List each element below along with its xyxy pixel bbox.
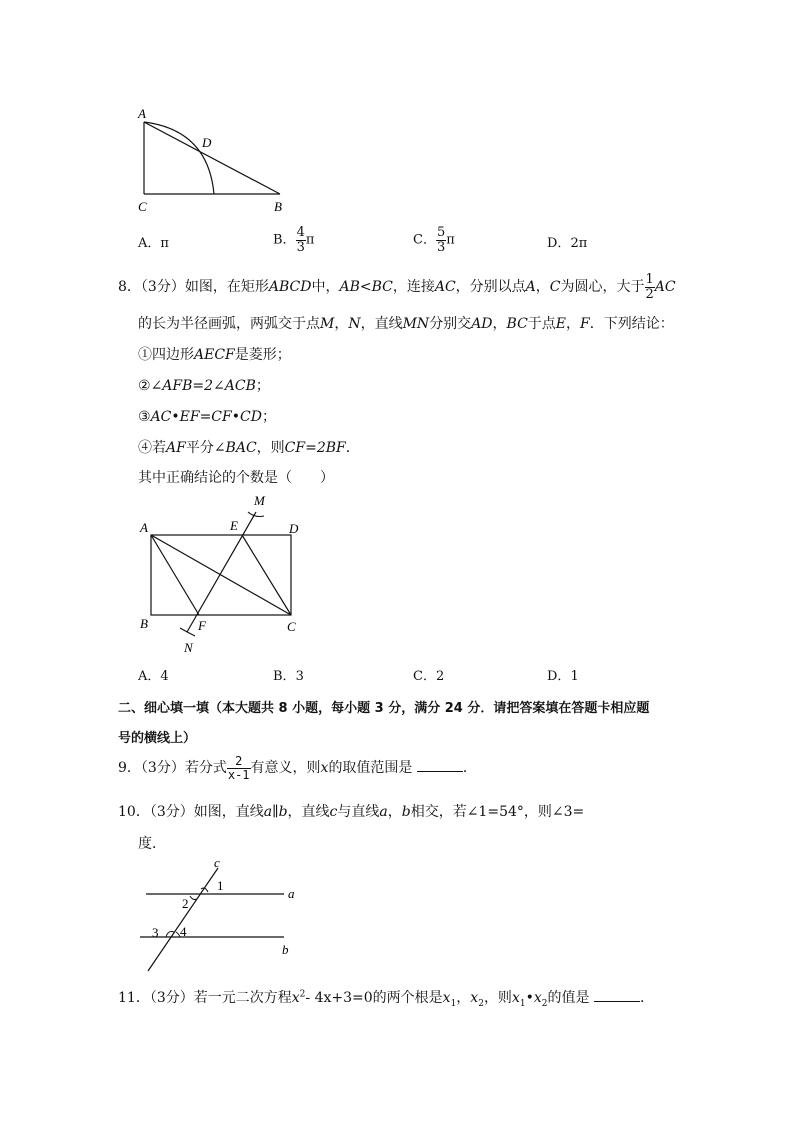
label-B: B — [140, 616, 148, 631]
q8-line-2: 的长为半径画弧，两弧交于点M，N，直线MN分别交AD，BC于点E，F．下列结论： — [138, 316, 674, 332]
label-A: A — [140, 520, 148, 535]
label-c: c — [214, 856, 220, 870]
q7-option-b-fraction: $\frac{4}{3}$ — [296, 225, 305, 255]
q11-line: 11．（3分）若一元二次方程$x^2-$ 4x+3=0的两个根是$x_1$，$x_2$，则$x_1•x_2$的值是 ． — [118, 989, 654, 1009]
q7-option-d: D．2π — [547, 236, 588, 251]
angle-2-arc — [190, 896, 197, 900]
arc-AD — [144, 122, 214, 194]
q8-conclusion-2: ②∠AFB=2∠ACB； — [138, 378, 270, 394]
q8-half-fraction: $\frac{1}{2}$ — [645, 272, 654, 302]
q8-option-d: D．1 — [547, 669, 579, 684]
q9-fraction: $\frac{2}{x-1}$ — [227, 754, 250, 782]
section-2-heading-line-1: 二、细心填一填（本大题共 8 小题，每小题 3 分，满分 24 分．请把答案填在答题卡相应题 — [118, 701, 650, 716]
q9-answer-blank[interactable] — [417, 759, 463, 772]
q11-answer-blank[interactable] — [594, 989, 640, 1002]
q7-option-c-fraction: $\frac{5}{3}$ — [436, 225, 446, 255]
label-E: E — [230, 518, 238, 533]
label-1: 1 — [217, 878, 224, 893]
label-D: D — [289, 521, 299, 536]
q10-line-1: 10．（3分）如图，直线a∥b，直线c与直线a，b相交，若∠1=54°，则∠3= — [118, 804, 585, 820]
q8-question: 其中正确结论的个数是（ ） — [138, 470, 334, 486]
label-A: A — [138, 106, 146, 121]
q9-line: 9．（3分）若分式 $\frac{2}{x-1}$ 有意义，则x的取值范围是 ． — [118, 754, 477, 782]
segment-AF — [151, 535, 199, 615]
q10-figure — [134, 856, 304, 976]
q8-option-c: C．2 — [413, 669, 445, 684]
arc-mark-N — [180, 628, 195, 636]
segment-EC — [242, 535, 291, 615]
label-N: N — [184, 640, 193, 655]
q8-conclusion-4: ④若AF平分∠BAC，则CF=2BF． — [138, 440, 360, 456]
label-3: 3 — [152, 925, 159, 940]
label-a: a — [288, 886, 295, 901]
q8-figure — [134, 492, 314, 660]
label-b: b — [282, 942, 289, 957]
q8-line-1: 8．（3分）如图，在矩形ABCD中，AB<BC，连接AC，分别以点A，C为圆心，大于 $\frac{1}{2}$ AC — [118, 272, 676, 302]
q8-option-a: A．4 — [138, 669, 169, 684]
label-D: D — [202, 135, 212, 150]
q7-option-c: C． $\frac{5}{3}$ π — [413, 225, 455, 255]
q10-line-2: 度． — [138, 836, 166, 852]
q7-figure — [130, 100, 300, 220]
label-2: 2 — [182, 896, 189, 911]
section-2-heading-line-2: 号的横线上） — [118, 731, 197, 746]
q7-option-b: B． $\frac{4}{3}$ π — [273, 225, 315, 255]
line-MN — [187, 512, 256, 632]
label-F: F — [198, 618, 206, 633]
q7-option-a: A．π — [138, 236, 169, 251]
label-M: M — [254, 493, 265, 508]
q8-conclusion-1: ①四边形AECF是菱形； — [138, 347, 291, 363]
label-4: 4 — [180, 924, 187, 939]
segment-AC — [151, 535, 291, 615]
label-C: C — [287, 619, 296, 634]
line-c — [148, 868, 218, 971]
label-B: B — [274, 199, 282, 214]
q8-option-b: B．3 — [273, 669, 304, 684]
q8-conclusion-3: ③AC•EF=CF•CD； — [138, 409, 276, 425]
label-C: C — [138, 199, 147, 214]
